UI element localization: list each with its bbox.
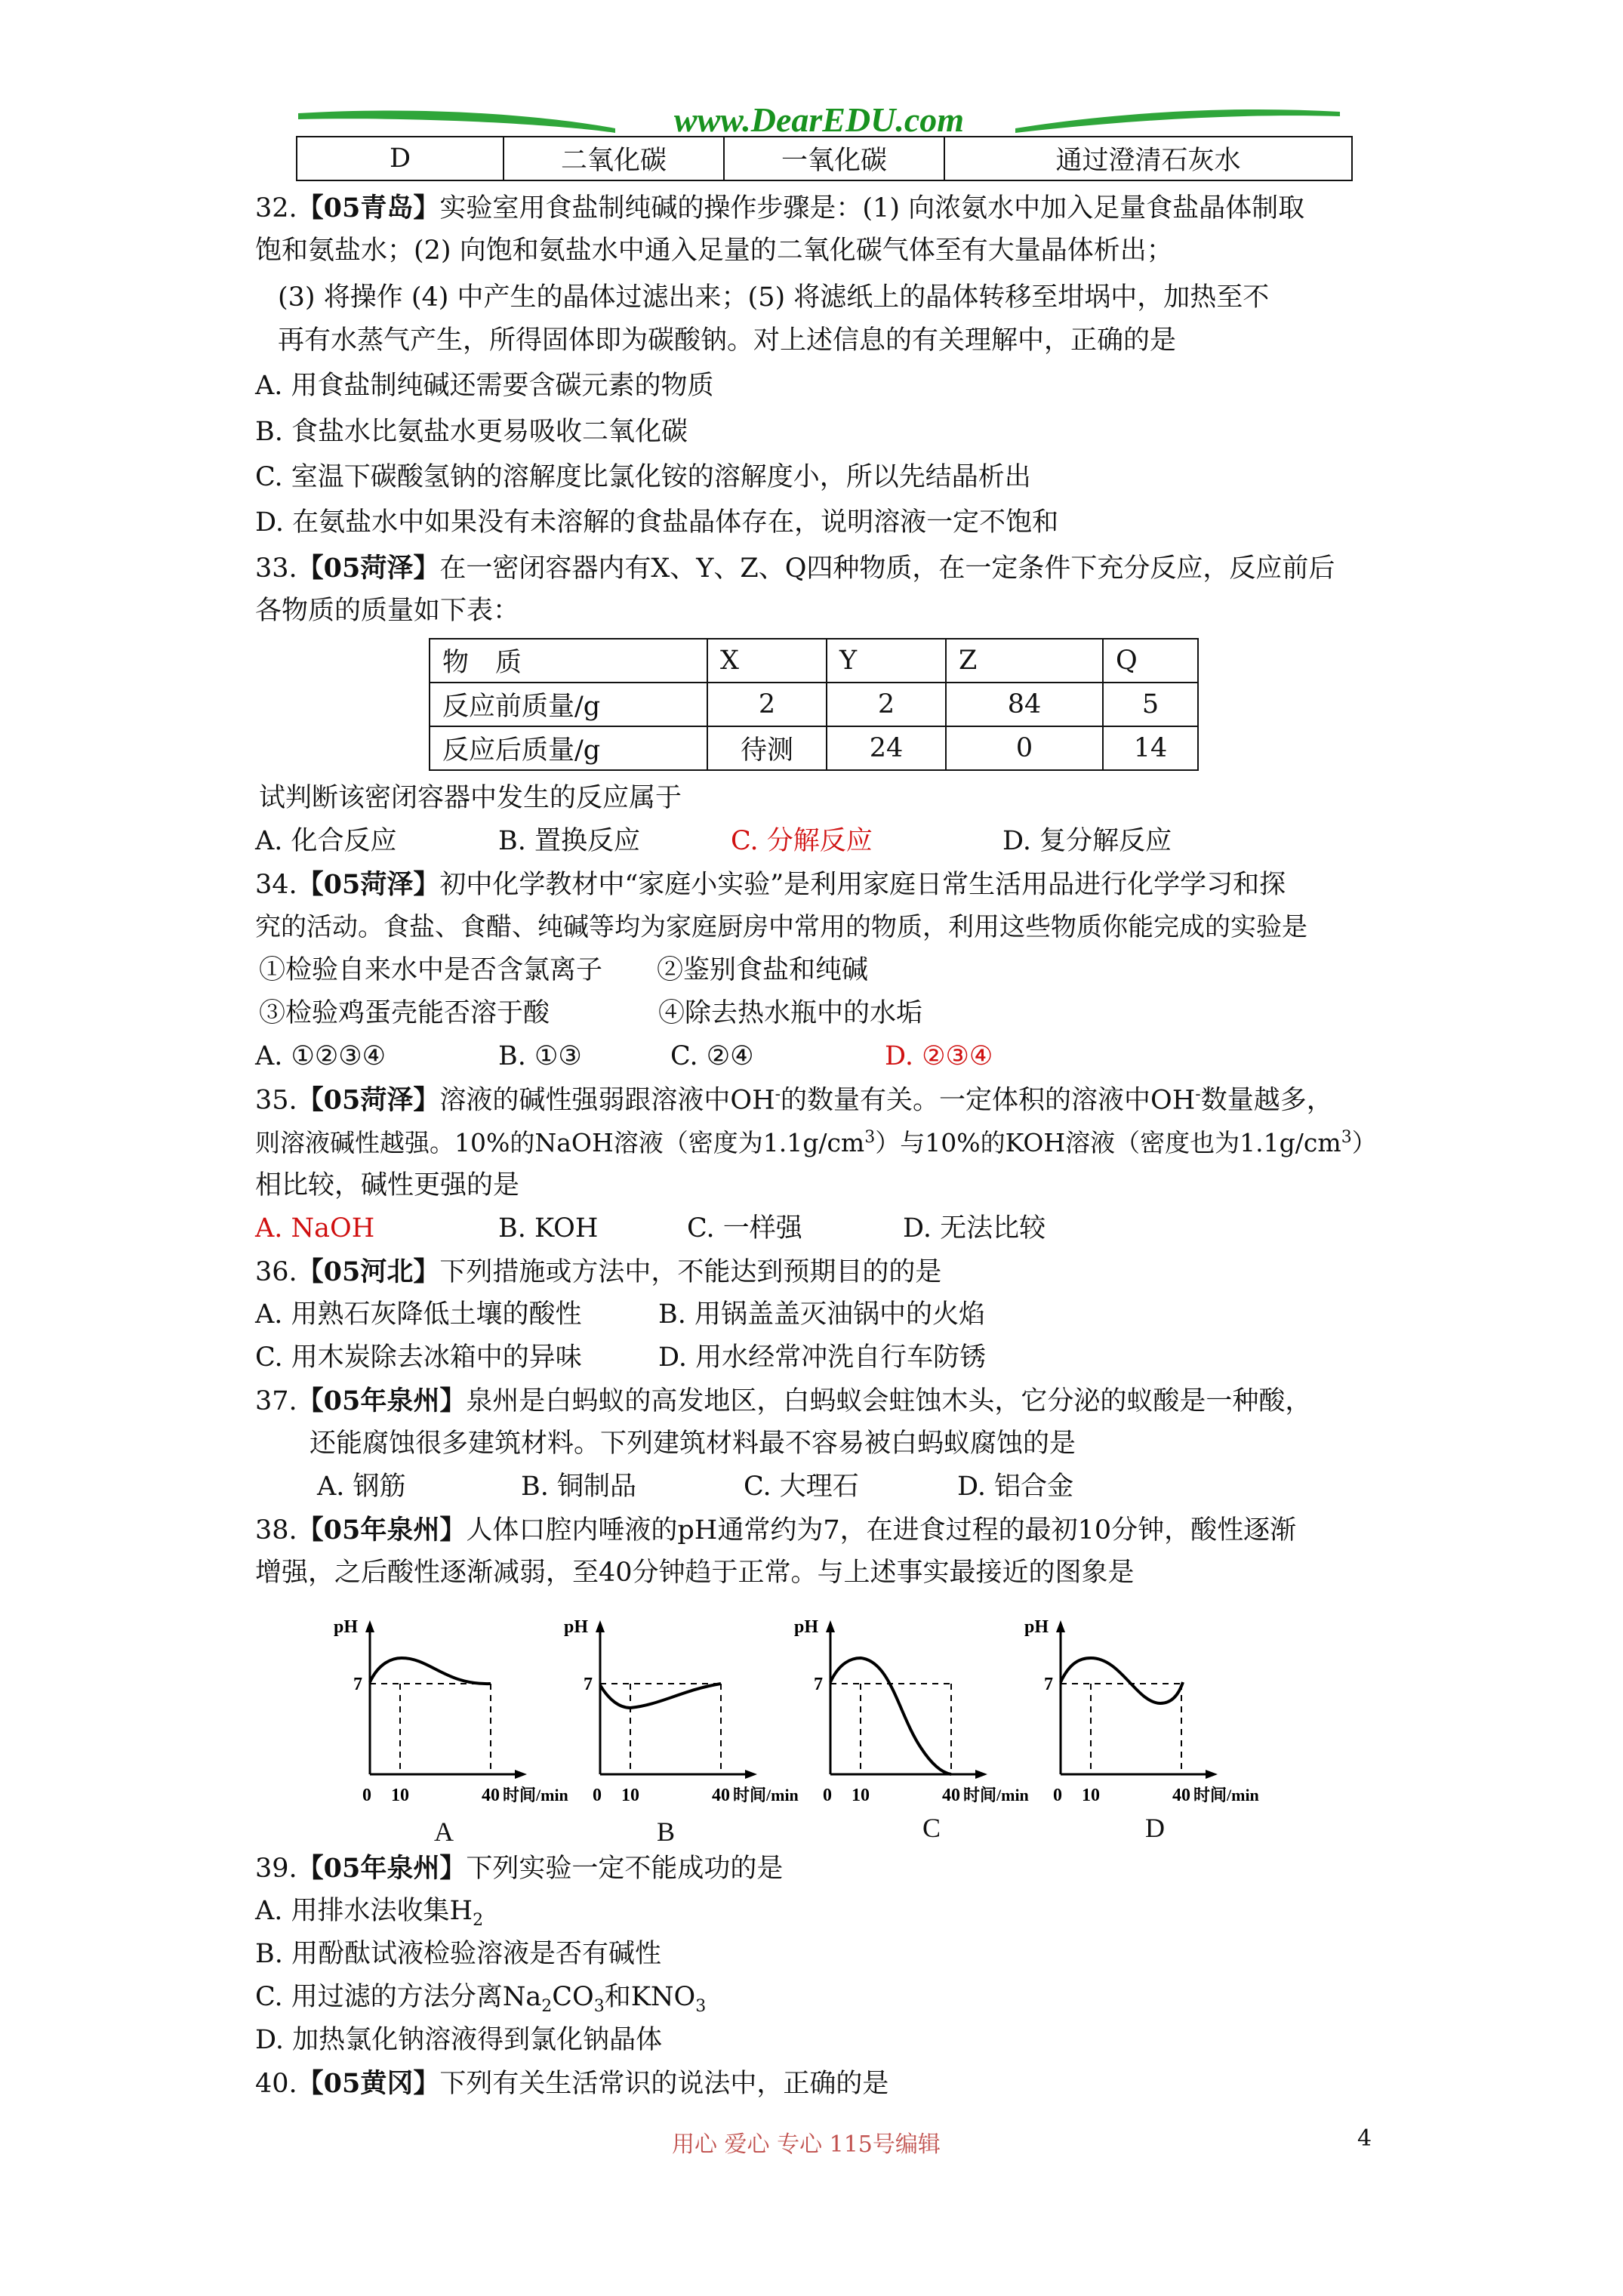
q34-option-b: B. ①③ [498,1041,582,1071]
question-source-tag: 【05年泉州】 [297,1385,467,1416]
tick-label: 10 [1082,1786,1100,1805]
table-cell: 反应前质量/g [430,683,707,726]
q34-item1: ①检验自来水中是否含氯离子 [259,955,603,985]
x-axis-label: 时间/min [503,1786,568,1804]
table-row [430,683,1198,726]
question-text: ）与10%的KOH溶液（密度也为1.1g/cm [875,1128,1341,1157]
q35-option-c: C. 一样强 [687,1213,802,1244]
y-axis-label: pH [794,1617,819,1637]
q39-option-d: D. 加热氯化钠溶液得到氯化钠晶体 [255,2025,663,2055]
table-header-cell: Z [946,639,1103,683]
table-row [430,726,1198,770]
question-source-tag: 【05年泉州】 [297,1853,467,1884]
table-header-row [430,639,1198,683]
table-cell: 0 [946,726,1103,770]
q33-line1 [255,555,1335,582]
tick-label: 10 [621,1786,639,1805]
q33-mass-table [429,638,1199,771]
question-source-tag: 【05菏泽】 [297,869,440,900]
table-cell: 通过澄清石灰水 [944,137,1352,180]
tick-label: 10 [852,1786,870,1805]
subscript: 2 [541,1997,553,2016]
option-text: C. 用过滤的方法分离Na [255,1982,542,2012]
q36-option-a: A. 用熟石灰降低土壤的酸性 [255,1299,582,1330]
superscript: 3 [1341,1128,1352,1147]
question-text: 溶液的碱性强弱跟溶液中OH [439,1085,775,1116]
table-cell: 待测 [707,726,827,770]
q37-line1 [255,1385,1312,1416]
superscript: 3 [864,1128,876,1147]
question-number: 34. [255,870,297,900]
q34-item4: ④除去热水瓶中的水垢 [658,998,923,1028]
table-cell: 2 [827,683,946,726]
x-axis-label: 时间/min [733,1786,799,1804]
q38-line1 [255,1517,1296,1544]
footer-text: 用心 爱心 专心 115号编辑 [672,2131,941,2158]
q39-option-b: B. 用酚酞试液检验溶液是否有碱性 [255,1939,661,1969]
q37-option-b: B. 铜制品 [521,1472,636,1502]
question-source-tag: 【05年泉州】 [297,1515,467,1546]
q34-line1 [255,871,1286,898]
graph-d [1023,1616,1259,1820]
subscript: 3 [593,1997,605,2016]
q35-line2 [255,1130,1377,1155]
tick-label: 0 [593,1786,602,1805]
tick-label: 0 [1053,1786,1062,1805]
graph-label-b: B [657,1817,676,1847]
table-cell: 2 [707,683,827,726]
question-source-tag: 【05菏泽】 [297,553,440,584]
x-axis-label: 时间/min [963,1786,1029,1804]
question-number: 36. [255,1257,297,1287]
q35-line1 [255,1086,1333,1114]
q33-option-d: D. 复分解反应 [1002,826,1172,856]
q35-line3: 相比较，碱性更强的是 [255,1170,520,1200]
question-text: 初中化学教材中“家庭小实验”是利用家庭日常生活用品进行化学学习和探 [439,870,1286,900]
table-cell: D [297,137,504,180]
q33-line3: 试判断该密闭容器中发生的反应属于 [259,783,682,813]
q34-line2: 究的活动。食盐、食醋、纯碱等均为家庭厨房中常用的物质，利用这些物质你能完成的实验是 [255,912,1307,942]
table-row [297,137,1352,180]
q32-line2: 饱和氨盐水；(2) 向饱和氨盐水中通入足量的二氧化碳气体至有大量晶体析出； [255,236,1173,266]
question-source-tag: 【05河北】 [297,1256,440,1287]
table-cell: 5 [1103,683,1198,726]
question-text: 下列实验一定不能成功的是 [466,1854,784,1884]
option-text: 和KNO [604,1982,696,2012]
graph-b [562,1616,799,1820]
subscript: 2 [473,1911,484,1930]
question-number: 32. [255,193,297,223]
q32-option-b: B. 食盐水比氨盐水更易吸收二氧化碳 [255,417,688,447]
q32-line1 [255,195,1304,222]
q34-option-d: D. ②③④ [885,1041,993,1071]
question-text: 人体口腔内唾液的pH通常约为7，在进食过程的最初10分钟，酸性逐渐 [466,1515,1297,1546]
logo-text: www.DearEDU.com [673,100,965,139]
table-header-cell: Y [827,639,946,683]
question-text: 实验室用食盐制纯碱的操作步骤是：(1) 向浓氨水中加入足量食盐晶体制取 [439,193,1305,223]
question-text: 数量越多， [1200,1085,1333,1116]
q32-line4: 再有水蒸气产生，所得固体即为碳酸钠。对上述信息的有关理解中，正确的是 [278,325,1177,356]
question-text: ） [1351,1128,1377,1157]
q33-option-a: A. 化合反应 [255,826,397,856]
tick-label: 40 [712,1786,730,1805]
ph-graphs [332,1616,1283,1865]
subscript: 3 [695,1997,707,2016]
top-answer-table [296,136,1353,181]
question-text: 泉州是白蚂蚁的高发地区，白蚂蚁会蛀蚀木头，它分泌的蚁酸是一种酸， [466,1386,1312,1416]
table-cell: 84 [946,683,1103,726]
question-number: 40. [255,2069,297,2099]
tick-label: 0 [362,1786,371,1805]
q37-line2: 还能腐蚀很多建筑材料。下列建筑材料最不容易被白蚂蚁腐蚀的是 [310,1428,1076,1459]
header-logo [291,97,1347,142]
question-text: 的数量有关。一定体积的溶液中OH [781,1085,1196,1116]
q35-option-b: B. KOH [498,1213,599,1244]
question-number: 38. [255,1515,297,1546]
superscript: - [1195,1085,1201,1104]
question-text: 则溶液碱性越强。10%的NaOH溶液（密度为1.1g/cm [255,1128,865,1157]
tick-label: 7 [814,1675,823,1694]
graph-a [332,1616,568,1820]
question-text: 下列措施或方法中，不能达到预期目的的是 [439,1257,942,1287]
table-header-cell: X [707,639,827,683]
q37-option-c: C. 大理石 [744,1472,859,1502]
q35-option-d: D. 无法比较 [903,1213,1046,1244]
q35-option-a: A. NaOH [255,1213,375,1244]
graph-label-a: A [434,1817,454,1847]
q39-option-c [255,1984,706,2015]
q39-option-a [255,1898,483,1929]
q33-option-b: B. 置换反应 [498,826,640,856]
y-axis-label: pH [1024,1617,1049,1637]
superscript: - [775,1085,781,1104]
y-axis-label: pH [334,1617,359,1637]
q36-line1 [255,1256,942,1287]
question-number: 39. [255,1854,297,1884]
tick-label: 40 [1172,1786,1190,1805]
q38-line2: 增强，之后酸性逐渐减弱，至40分钟趋于正常。与上述事实最接近的图象是 [255,1558,1135,1588]
question-source-tag: 【05青岛】 [297,193,440,223]
q33-line2: 各物质的质量如下表： [255,596,520,626]
table-cell: 反应后质量/g [430,726,707,770]
q33-option-c: C. 分解反应 [731,826,873,856]
table-cell: 二氧化碳 [504,137,724,180]
q37-option-d: D. 铝合金 [957,1472,1074,1502]
q34-option-a: A. ①②③④ [255,1041,387,1071]
q36-option-d: D. 用水经常冲洗自行车防锈 [658,1342,987,1373]
tick-label: 10 [391,1786,409,1805]
graph-label-c: C [922,1813,941,1843]
page-number: 4 [1357,2125,1372,2152]
tick-label: 0 [823,1786,832,1805]
tick-label: 7 [353,1675,362,1694]
q32-option-a: A. 用食盐制纯碱还需要含碳元素的物质 [255,371,714,401]
graph-c [793,1616,1029,1820]
tick-label: 7 [584,1675,593,1694]
x-axis-label: 时间/min [1193,1786,1259,1804]
q40-line1 [255,2070,888,2097]
tick-label: 40 [482,1786,500,1805]
table-cell: 一氧化碳 [724,137,944,180]
tick-label: 7 [1044,1675,1053,1694]
question-source-tag: 【05黄冈】 [297,2068,440,2099]
q32-option-c: C. 室温下碳酸氢钠的溶解度比氯化铵的溶解度小，所以先结晶析出 [255,462,1031,492]
question-number: 35. [255,1085,297,1116]
q34-item3: ③检验鸡蛋壳能否溶于酸 [259,998,550,1028]
graph-label-d: D [1145,1813,1165,1843]
q39-line1 [255,1855,783,1882]
q34-item2: ②鉴别食盐和纯碱 [657,955,869,985]
q37-option-a: A. 钢筋 [317,1472,406,1502]
option-text: CO [552,1982,594,2012]
table-header-cell: 物 质 [430,639,707,683]
q36-option-b: B. 用锅盖盖灭油锅中的火焰 [658,1299,985,1330]
tick-label: 40 [942,1786,960,1805]
question-number: 33. [255,553,297,584]
question-number: 37. [255,1386,297,1416]
q36-option-c: C. 用木炭除去冰箱中的异味 [255,1342,582,1373]
option-text: A. 用排水法收集H [255,1896,473,1926]
y-axis-label: pH [564,1617,589,1637]
q32-line3: (3) 将操作 (4) 中产生的晶体过滤出来；(5) 将滤纸上的晶体转移至坩埚中，加热至不 [278,282,1270,313]
table-cell: 24 [827,726,946,770]
table-cell: 14 [1103,726,1198,770]
q32-option-d: D. 在氨盐水中如果没有未溶解的食盐晶体存在，说明溶液一定不饱和 [255,507,1059,538]
table-header-cell: Q [1103,639,1198,683]
question-source-tag: 【05菏泽】 [297,1084,440,1116]
question-text: 下列有关生活常识的说法中，正确的是 [439,2069,889,2099]
question-text: 在一密闭容器内有X、Y、Z、Q四种物质，在一定条件下充分反应，反应前后 [439,553,1335,584]
q34-option-c: C. ②④ [670,1041,754,1071]
